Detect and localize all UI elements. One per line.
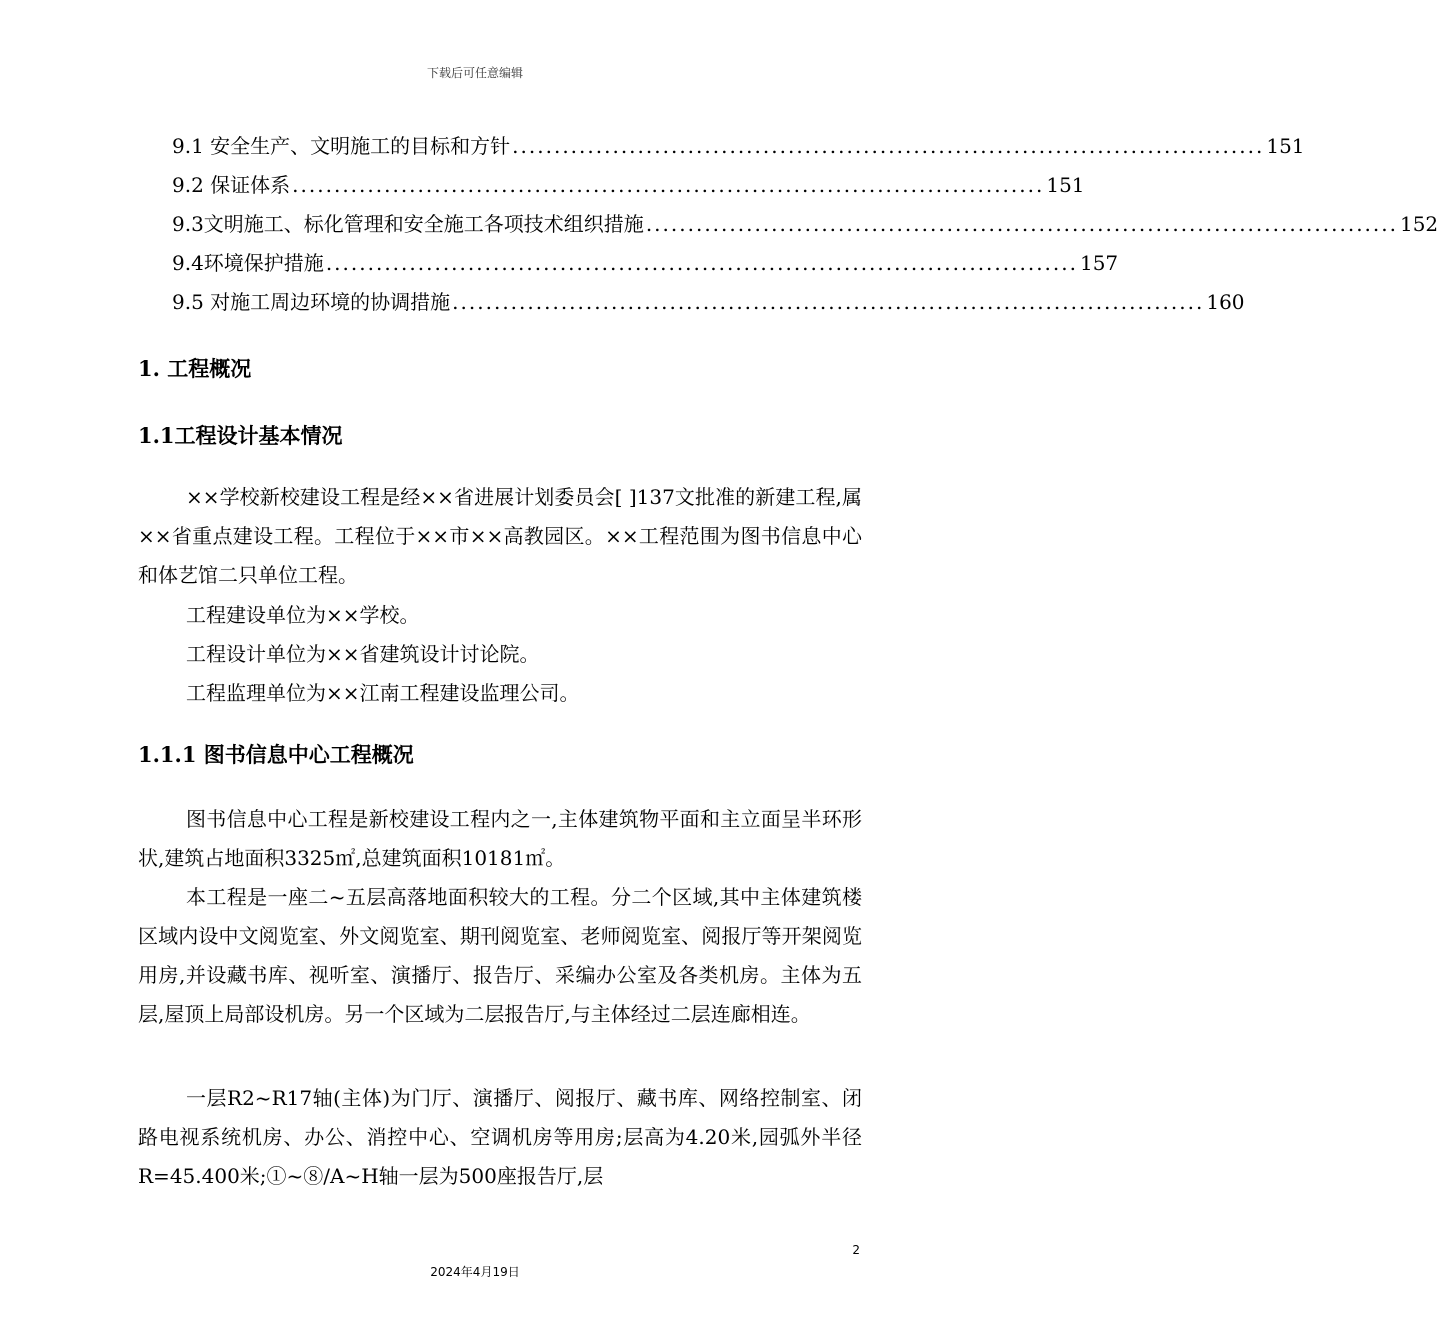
page-header: 下载后可任意编辑 bbox=[426, 66, 523, 80]
page-footer-date: 2024年4月19日 bbox=[430, 1265, 520, 1279]
toc-entry-label: 9.4环境保护措施 bbox=[172, 251, 324, 275]
toc-leader: .......................................................................................... bbox=[512, 134, 1265, 158]
toc-leader: .......................................................................................... bbox=[292, 173, 1045, 197]
toc-entry-label: 9.1 安全生产、文明施工的目标和方针 bbox=[172, 134, 511, 158]
body-line: 工程建设单位为××学校。 bbox=[186, 603, 420, 627]
section-heading: 1. 工程概况 bbox=[138, 356, 252, 381]
toc-entry[interactable] bbox=[172, 248, 1119, 278]
toc-entry-label: 9.3文明施工、标化管理和安全施工各项技术组织措施 bbox=[172, 212, 644, 236]
toc-entry-page: 160 bbox=[1206, 290, 1245, 314]
body-paragraph: 图书信息中心工程是新校建设工程内之一,主体建筑物平面和主立面呈半环形状,建筑占地面积3325㎡,总建筑面积10181㎡。 bbox=[138, 807, 862, 870]
toc-entry[interactable] bbox=[172, 287, 1245, 317]
toc-entry-page: 151 bbox=[1046, 173, 1085, 197]
body-line: 工程设计单位为××省建筑设计讨论院。 bbox=[186, 642, 540, 666]
toc-entry-label: 9.2 保证体系 bbox=[172, 173, 291, 197]
toc-entry[interactable] bbox=[172, 170, 1085, 200]
body-line: 工程监理单位为××江南工程建设监理公司。 bbox=[186, 681, 580, 705]
body-paragraph: 一层R2~R17轴(主体)为门厅、演播厅、阅报厅、藏书库、网络控制室、闭路电视系统机房、办公、消控中心、空调机房等用房;层高为4.20米,园弧外半径R=45.400米;①~⑧/A~H轴一层为500座报告厅,层 bbox=[138, 1086, 862, 1188]
subsubsection-heading: 1.1.1 图书信息中心工程概况 bbox=[138, 742, 414, 767]
toc-entry[interactable] bbox=[172, 131, 1305, 161]
subsection-heading: 1.1工程设计基本情况 bbox=[138, 423, 343, 448]
page-number: 2 bbox=[852, 1243, 860, 1257]
toc-leader: .......................................................................................... bbox=[645, 212, 1398, 236]
toc-entry-page: 152 bbox=[1399, 212, 1438, 236]
body-paragraph: ××学校新校建设工程是经××省进展计划委员会[ ]137文批准的新建工程,属××省重点建设工程。工程位于××市××高教园区。××工程范围为图书信息中心和体艺馆二只单位工程。 bbox=[138, 485, 862, 587]
toc-entry[interactable] bbox=[172, 209, 1438, 239]
toc-leader: .......................................................................................... bbox=[325, 251, 1078, 275]
toc-leader: .......................................................................................... bbox=[452, 290, 1205, 314]
body-paragraph: 本工程是一座二~五层高落地面积较大的工程。分二个区域,其中主体建筑楼区域内设中文阅览室、外文阅览室、期刊阅览室、老师阅览室、阅报厅等开架阅览用房,并设藏书库、视听室、演播厅、报告厅、采编办公室及各类机房。主体为五层,屋顶上局部设机房。另一个区域为二层报告厅,与主体经过二层连廊相连。 bbox=[138, 885, 862, 1026]
toc-entry-label: 9.5 对施工周边环境的协调措施 bbox=[172, 290, 451, 314]
toc-entry-page: 157 bbox=[1079, 251, 1119, 275]
toc-entry-page: 151 bbox=[1266, 134, 1305, 158]
